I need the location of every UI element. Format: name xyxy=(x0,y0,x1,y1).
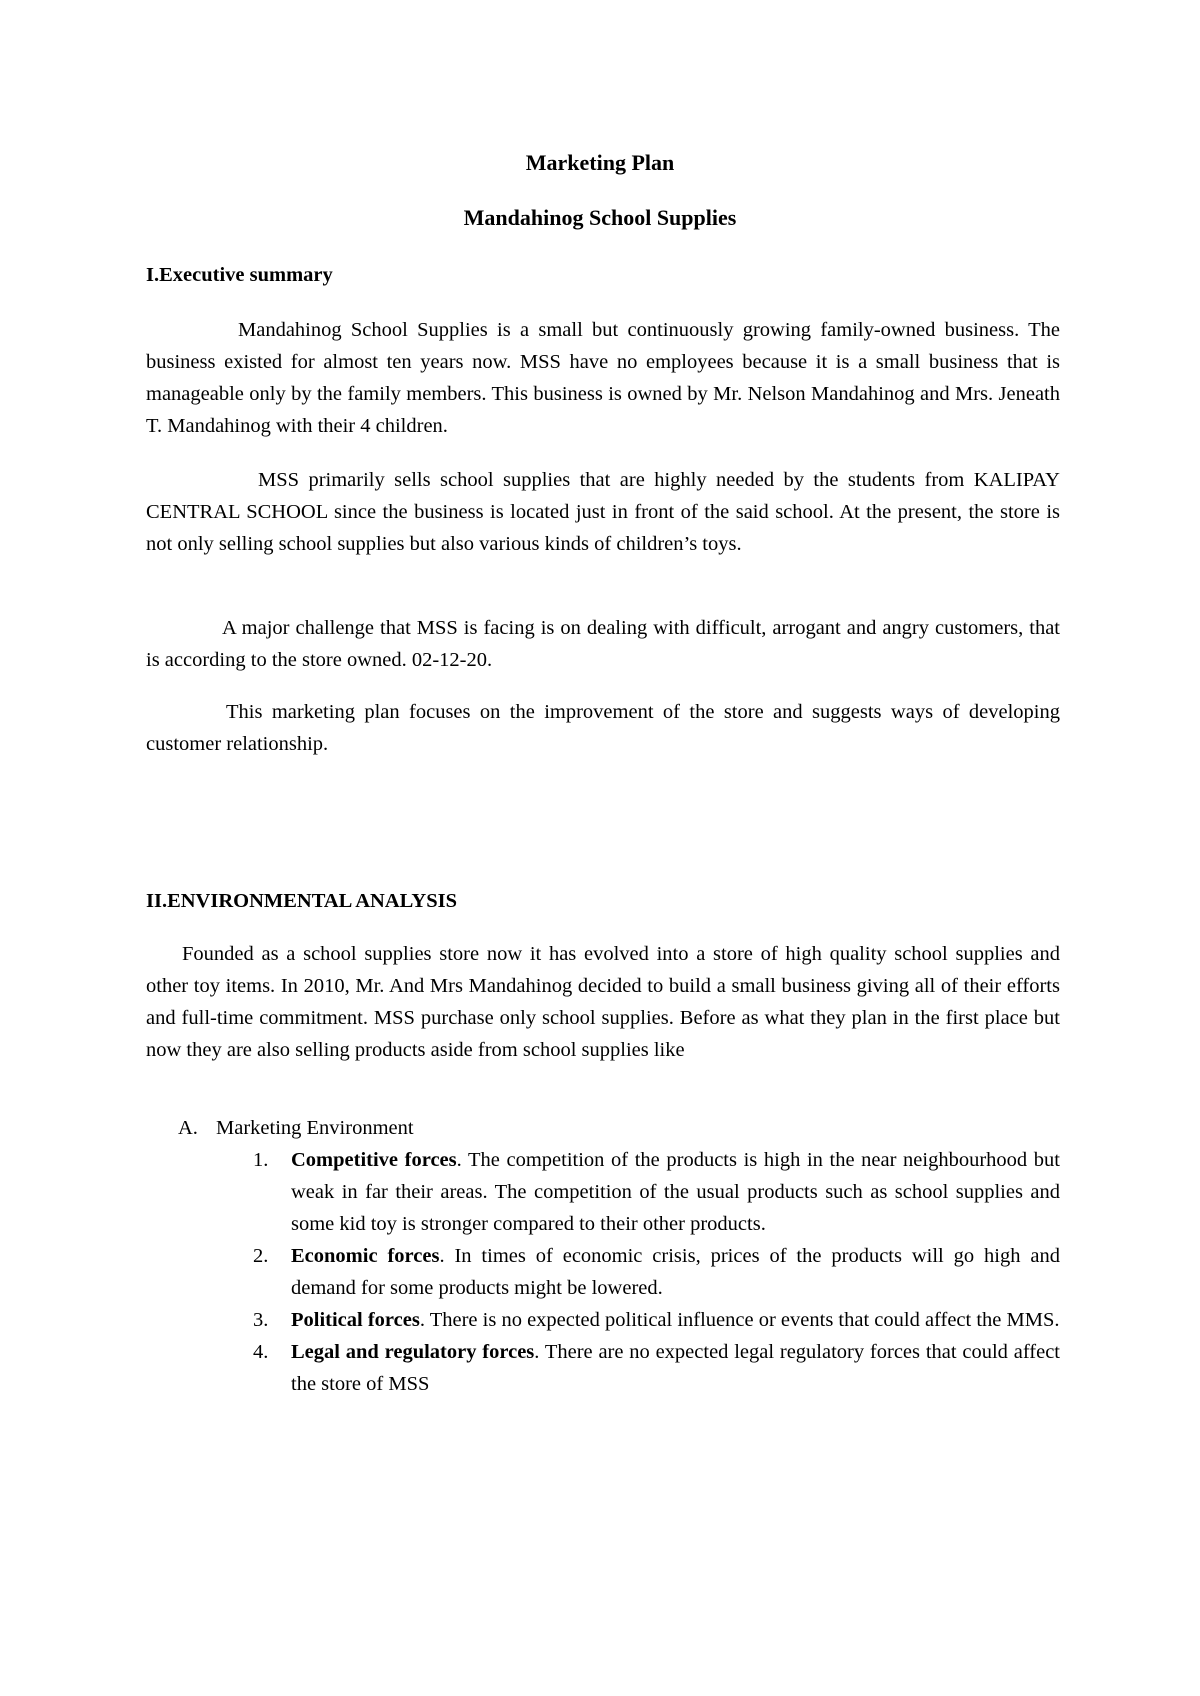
list-item-term: Political forces xyxy=(291,1309,420,1331)
list-item-text: . The competition of the products is high in the near neighbourhood but weak in far their areas. The competition of the usual products such as school supplies and some kid toy is stronger compared to their other products. xyxy=(291,1149,1060,1235)
list-item xyxy=(0,1240,1200,1304)
list-item xyxy=(0,1304,1200,1336)
list-item-number: 3. xyxy=(253,1309,269,1331)
executive-summary-paragraph-2: MSS primarily sells school supplies that are highly needed by the students from KALIPAY CENTRAL SCHOOL since the business is located just in front of the said school. At the present, the store is not only selling school supplies but also various kinds of children’s toys. xyxy=(146,469,1060,555)
list-item-term: Competitive forces xyxy=(291,1149,457,1171)
executive-summary-paragraph-3: A major challenge that MSS is facing is on dealing with difficult, arrogant and angry customers, that is according to the store owned. 02-12-20. xyxy=(146,617,1060,671)
document-subtitle: Mandahinog School Supplies xyxy=(463,205,737,230)
list-item-text: . There are no expected legal regulatory forces that could affect the store of MSS xyxy=(291,1341,1060,1395)
list-item-text: . In times of economic crisis, prices of the products will go high and demand for some products might be lowered. xyxy=(291,1245,1060,1299)
section-heading-executive-summary: I.Executive summary xyxy=(146,264,333,286)
list-item-text: . There is no expected political influence or events that could affect the MMS. xyxy=(419,1309,1060,1331)
sub-section-marketing-environment xyxy=(178,1112,414,1144)
executive-summary-paragraph-1: Mandahinog School Supplies is a small but continuously growing family-owned business. The business existed for almost ten years now. MSS have no employees because it is a small business that is manageable only by the family members. This business is owned by Mr. Nelson Mandahinog and Mrs. Jeneath T. Mandahinog with their 4 children. xyxy=(146,319,1060,437)
executive-summary-paragraph-4: This marketing plan focuses on the improvement of the store and suggests ways of developing customer relationship. xyxy=(146,701,1060,755)
list-item-term: Economic forces xyxy=(291,1245,440,1267)
section-heading-environmental-analysis: II.ENVIRONMENTAL ANALYSIS xyxy=(146,890,458,912)
sub-section-label: Marketing Environment xyxy=(216,1117,414,1139)
list-item-number: 1. xyxy=(253,1149,269,1171)
environmental-analysis-paragraph: Founded as a school supplies store now it has evolved into a store of high quality school supplies and other toy items. In 2010, Mr. And Mrs Mandahinog decided to build a small business giving all of their efforts and full-time commitment. MSS purchase only school supplies. Before as what they plan in the first place but now they are also selling products aside from school supplies like xyxy=(146,943,1060,1061)
list-item xyxy=(0,1336,1200,1400)
environment-forces-list xyxy=(0,1144,1200,1400)
list-item-term: Legal and regulatory forces xyxy=(291,1341,535,1363)
sub-section-marker: A. xyxy=(178,1117,198,1139)
list-item xyxy=(0,1144,1200,1240)
list-item-number: 2. xyxy=(253,1245,269,1267)
document-title: Marketing Plan xyxy=(525,150,675,175)
list-item-number: 4. xyxy=(253,1341,269,1363)
